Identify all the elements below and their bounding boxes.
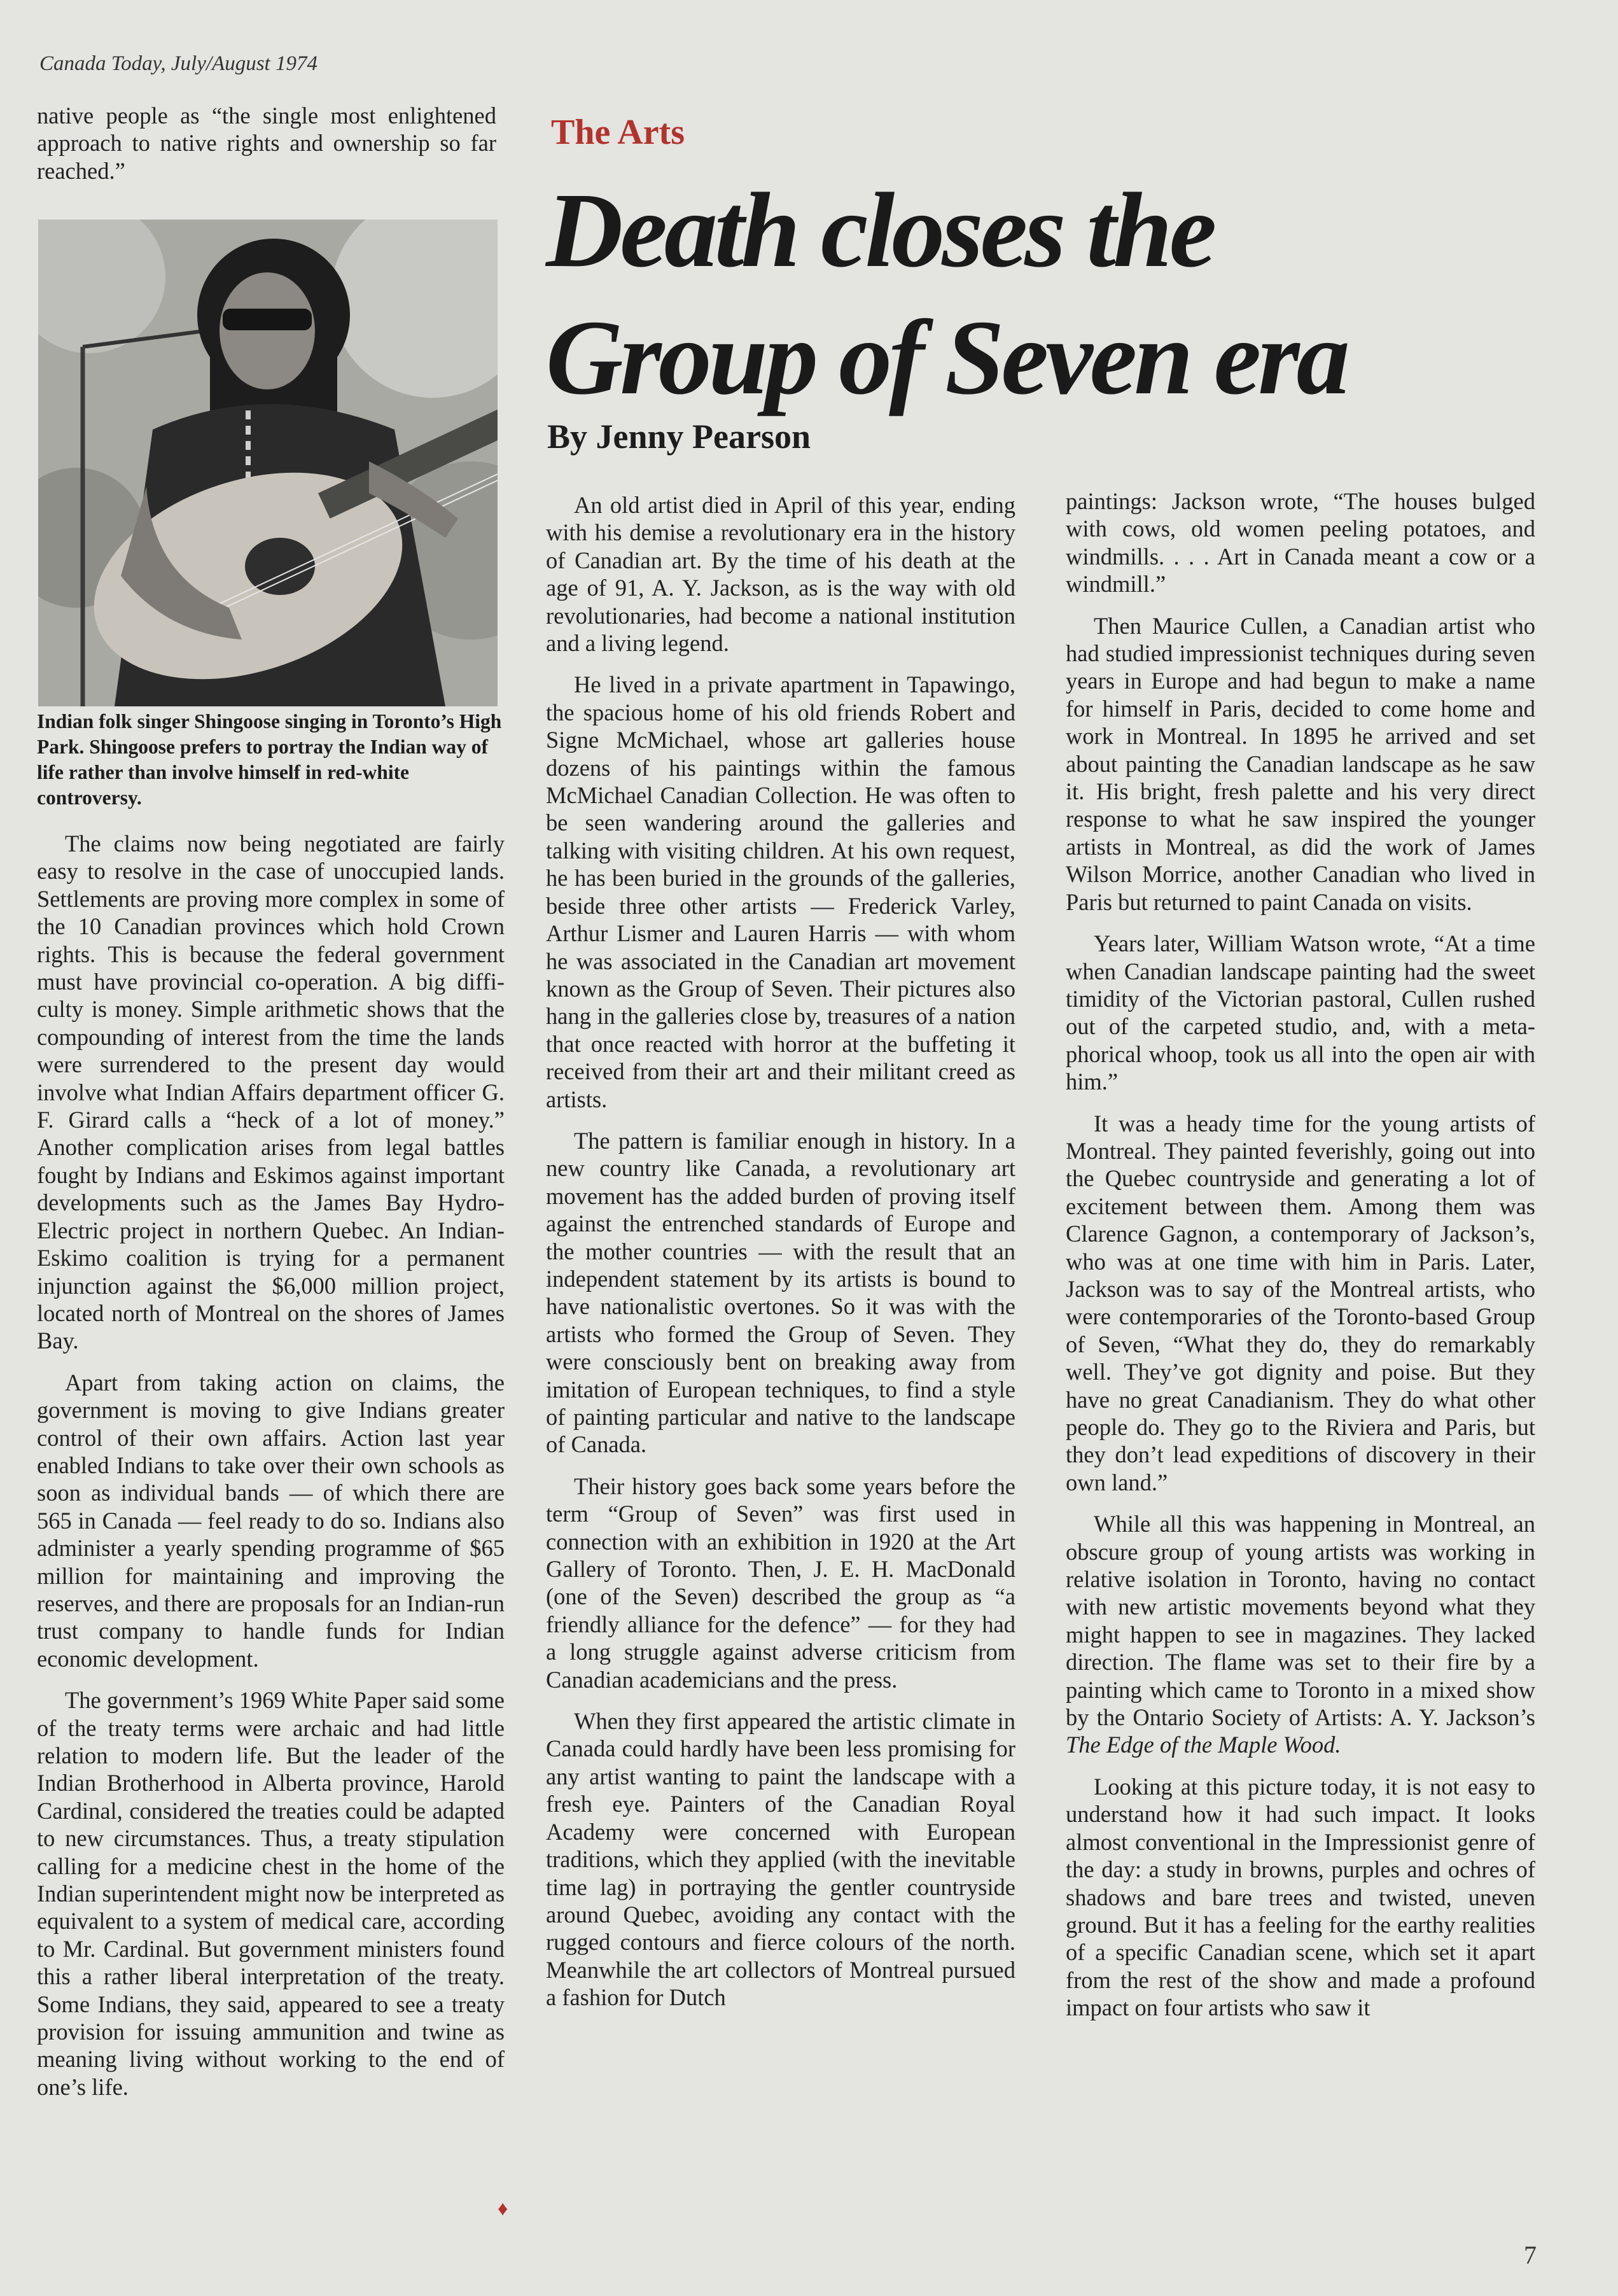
left-column-body xyxy=(37,830,505,2115)
end-mark: ♦ xyxy=(498,2197,508,2220)
photo-caption: Indian folk singer Shingoose singing in Toronto’s High Park. Shingoose prefers to portray the Indian way of life rather than involve himself in red-white controversy. xyxy=(37,710,502,809)
col3-paragraph-1: paintings: Jackson wrote, “The houses bulged with cows, old women peeling potatoes, and windmills. . . . Art in Canada meant a cow or a windmill.” xyxy=(1066,488,1535,598)
left-paragraph-1: The claims now being negotiated are fairly easy to resolve in the case of unoccupied lands. Settlements are proving more complex in some of the 10 Canadian provinces which hold Crown rights. This is because the federal government must have provincial co-operation. A big difficulty is money. Simple arithmetic shows that the compounding of interest from the time the lands were surrendered to the present day would involve what Indian Affairs department officer G. F. Girard calls a “heck of a lot of money.” Another complication arises from legal battles fought by Indians and Eskimos against important developments such as the James Bay Hydro-Electric project in northern Quebec. An Indian-Eskimo coalition is trying for a permanent injunction against the $6,000 million project, located north of Montreal on the shores of James Bay. xyxy=(37,830,505,1354)
singer-photo-illustration xyxy=(38,220,498,706)
col3-paragraph-6: Looking at this picture today, it is not easy to understand how it had such impact. It looks almost conventional in the Impressionist genre of the day: a study in browns, purples and ochres of shadows and bare trees and twisted, uneven ground. But it has a feeling for the earthy realities of a specific Canadian scene, which set it apart from the rest of the show and made a profound impact on four artists who saw it xyxy=(1066,1773,1535,2021)
left-column xyxy=(37,102,496,199)
col2-paragraph-5: When they first appeared the artistic climate in Canada could hardly have been less promising for any artist wanting to paint the landscape with a fresh eye. Painters of the Canadian Royal Academy were concerned with European traditions, which they applied (with the inevitable time lag) in portraying the gentler countryside around Quebec, avoiding any contact with the rugged contours and fierce colours of the north. Meanwhile the art collectors of Montreal pursued a fashion for Dutch xyxy=(546,1708,1015,2011)
lead-in-paragraph: native people as “the single most enlightened approach to native rights and ownership so far reached.” xyxy=(37,102,496,184)
col2-paragraph-3: The pattern is familiar enough in history. In a new country like Canada, a revolutionary art movement has the added burden of proving itself against the entrenched standards of Europe and the mother countries — with the result that an independent statement by its artists is bound to have nationalistic overtones. So it was with the artists who formed the Group of Seven. They were consciously bent on breaking away from imitation of European techniques, to find a style of painting particular and native to the landscape of Canada. xyxy=(546,1127,1015,1458)
col2-paragraph-1: An old artist died in April of this year, ending with his demise a revolutionary era in the history of Canadian art. By the time of his death at the age of 91, A. Y. Jackson, as is the way with old revolutionaries, had become a national institution and a living legend. xyxy=(546,492,1015,657)
page-number: 7 xyxy=(1524,2241,1537,2269)
article-column-2 xyxy=(546,491,1015,2026)
col3-paragraph-5-text: While all this was happening in Montreal, an obscure group of young artists was working in relative isolation in Toronto, having no contact with new artistic movements beyond what they might happen to see in magazines. They lacked direction. The flame was set to their fire by a painting which came to Toronto in a mixed show by the Ontario Society of Artists: A. Y. Jackson’s xyxy=(1066,1511,1535,1731)
col3-paragraph-5 xyxy=(1066,1510,1535,1759)
col3-paragraph-4: It was a heady time for the young artists of Montreal. They painted feverishly, going out into the Quebec countryside and generating a lot of excitement between them. Among them was Clarence Gagnon, a contemporary of Jackson’s, who was at one time with him in Paris. Later, Jackson was to say of the Montreal artists, who were contemporaries of the Toronto-based Group of Seven, “What they do, they do remarkably well. They’ve got dignity and poise. But they have no great Canadianism. They do what other people do. They go to the Riviera and Paris, but they don’t lead expeditions of discovery in their own land.” xyxy=(1066,1110,1535,1495)
article-headline xyxy=(546,167,1564,421)
byline: By Jenny Pearson xyxy=(547,417,811,456)
col3-paragraph-3: Years later, William Watson wrote, “At a time when Canadian landscape painting had the sweet timidity of the Victorian pastoral, Cullen rushed out of the carpeted studio, and, with a metaphorical whoop, took us all into the open air with him.” xyxy=(1066,930,1535,1095)
left-paragraph-2: Apart from taking action on claims, the government is moving to give Indians greater control of their own affairs. Action last year enabled Indians to take over their own schools as soon as individual bands — of which there are 565 in Canada — feel ready to do so. Indians also administer a yearly spending programme of $65 million for maintaining and improving the reserves, and there are proposals for an Indian-run trust company to handle funds for Indian economic development. xyxy=(37,1369,505,1672)
col2-paragraph-4: Their history goes back some years before the term “Group of Seven” was first used in connection with an exhibition in 1920 at the Art Gallery of Toronto. Then, J. E. H. MacDonald (one of the Seven) described the group as “a friendly alliance for the defence” — for they had a long struggle against adverse criticism from Canadian academicians and the press. xyxy=(546,1473,1015,1693)
article-column-3 xyxy=(1066,487,1535,2036)
singer-photo xyxy=(38,220,498,706)
headline-line-2: Group of Seven era xyxy=(546,298,1347,417)
headline-line-1: Death closes the xyxy=(546,171,1214,290)
painting-title: The Edge of the Maple Wood. xyxy=(1066,1732,1341,1758)
left-paragraph-3: The government’s 1969 White Paper said some of the treaty terms were archaic and had little relation to modern life. But the leader of the Indian Brotherhood in Alberta province, Harold Cardinal, considered the treaties could be adapted to new circumstances. Thus, a treaty stipulation calling for a medicine chest in the home of the Indian superintendent might now be interpreted as equivalent to a system of medical care, according to Mr. Cardinal. But government ministers found this a rather liberal interpretation of the treaty. Some Indians, they said, appeared to see a treaty provision for issuing ammunition and twine as meaning living without working to the end of one’s life. xyxy=(37,1687,505,2100)
col2-paragraph-2: He lived in a private apartment in Tapawingo, the spacious home of his old friends Robert and Signe McMichael, whose art galleries house dozens of his paintings within the famous McMichael Canadian Collection. He was often to be seen wandering around the galleries and talking with visiting children. At his own request, he has been buried in the grounds of the galleries, beside three other artists — Frederick Varley, Arthur Lismer and Lauren Harris — with whom he was associated in the Canadian art movement known as the Group of Seven. Their pictures also hang in the galleries close by, treasures of a nation that once reacted with horror at the buffeting it received from their art and their militant creed as artists. xyxy=(546,671,1015,1112)
col3-paragraph-2: Then Maurice Cullen, a Canadian artist who had studied impressionist techniques during seven years in Europe and had begun to make a name for himself in Paris, decided to come home and work in Montreal. In 1895 he arrived and set about painting the Canadian landscape as he saw it. His bright, fresh palette and his very direct response to what he saw inspired the younger artists in Montreal, as did the work of James Wilson Morrice, another Canadian who lived in Paris but returned to paint Canada on visits. xyxy=(1066,612,1535,915)
section-label: The Arts xyxy=(551,113,685,152)
running-head: Canada Today, July/August 1974 xyxy=(39,52,317,75)
